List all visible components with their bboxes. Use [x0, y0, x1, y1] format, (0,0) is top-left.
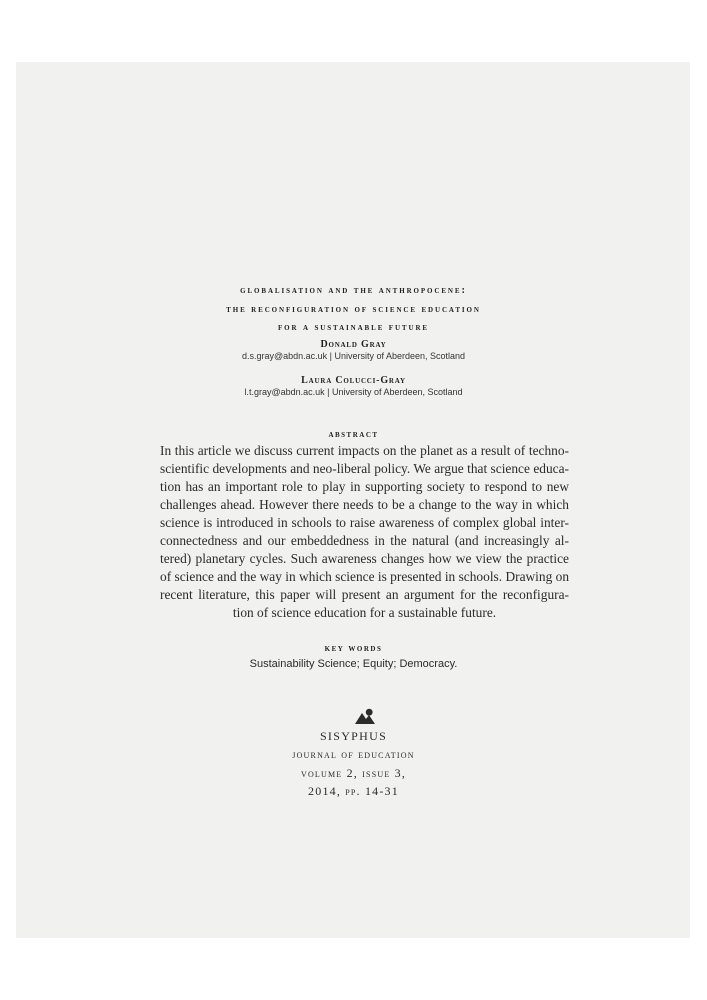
mountain-boulder-icon — [355, 708, 375, 724]
journal-title: journal of education — [292, 747, 415, 761]
abstract-line: tered) planetary cycles. Such awareness changes how we view the practice — [160, 551, 569, 566]
abstract-heading: abstract — [328, 429, 379, 440]
journal-volume: volume 2, issue 3, — [300, 766, 407, 780]
keywords-text: Sustainability Science; Equity; Democracy. — [249, 658, 458, 670]
journal-year-pages: 2014, pp. 14-31 — [308, 784, 399, 798]
abstract-line: scientific developments and neo-liberal policy. We argue that science educa- — [160, 461, 569, 476]
abstract-line: recent literature, this paper will present an argument for the reconfigura- — [160, 587, 569, 602]
title-line-2: the reconfiguration of science education — [226, 304, 481, 315]
author-email-2[interactable]: l.t.gray@abdn.ac.uk — [244, 387, 325, 397]
author-affiliation-2: | University of Aberdeen, Scotland — [327, 387, 463, 397]
author-name-1: Donald Gray — [320, 339, 387, 350]
journal-name: SISYPHUS — [319, 729, 388, 743]
author-email-1[interactable]: d.s.gray@abdn.ac.uk — [241, 351, 328, 361]
author-contact-1 — [0, 351, 707, 361]
abstract-line: tion has an important role to play in supporting society to respond to new — [160, 479, 569, 494]
author-contact-2 — [0, 387, 707, 397]
abstract-line: tion of science education for a sustainable future. — [232, 605, 497, 620]
abstract-line: In this article we discuss current impacts on the planet as a result of techno- — [160, 443, 569, 458]
abstract-line: science is introduced in schools to raise awareness of complex global inter- — [160, 515, 569, 530]
title-line-3: for a sustainable future — [278, 322, 429, 333]
keywords-heading: key words — [324, 643, 383, 654]
title-line-1: globalisation and the anthropocene: — [240, 285, 467, 296]
abstract-line: challenges ahead. However there needs to be a change to the way in which — [160, 497, 569, 512]
author-name-2: Laura Colucci-Gray — [301, 375, 406, 386]
author-affiliation-1: | University of Aberdeen, Scotland — [329, 351, 466, 361]
abstract-line: connectedness and our embeddedness in the natural (and increasingly al- — [160, 533, 569, 548]
abstract-line: of science and the way in which science is presented in schools. Drawing on — [160, 569, 569, 584]
